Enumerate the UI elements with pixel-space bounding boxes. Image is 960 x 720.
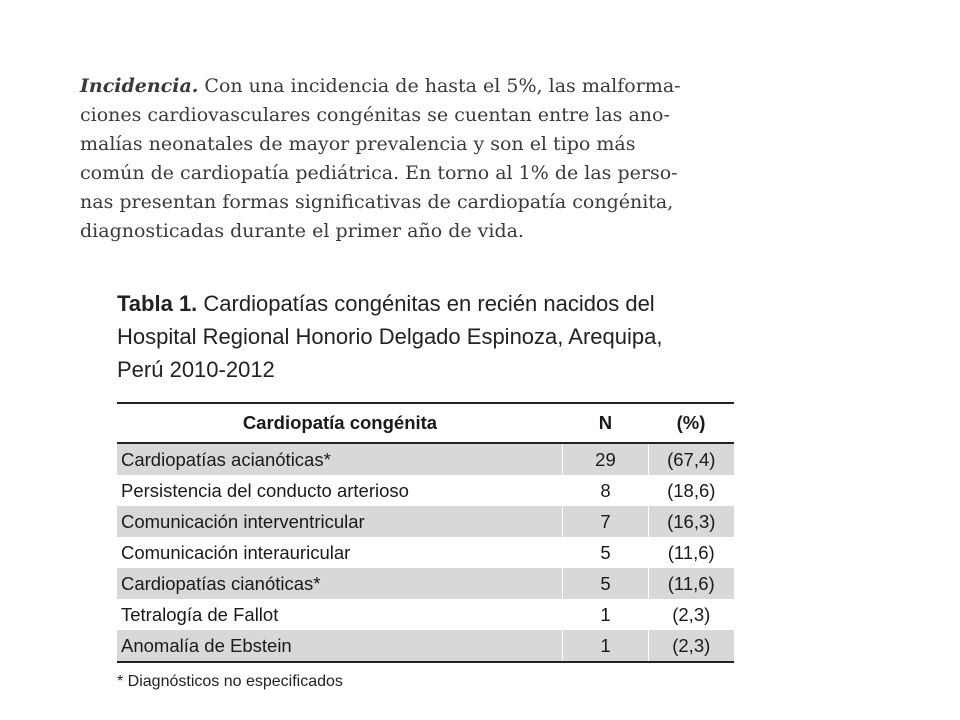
paragraph-line-3: malías neonatales de mayor prevalencia y son el tipo más [80,133,636,155]
caption-label: Tabla 1. [117,291,198,316]
table-row [117,475,734,506]
row-pct-cell: (11,6) [648,568,734,599]
table-row [117,506,734,537]
caption-line-2: Hospital Regional Honorio Delgado Espinoza, Arequipa, [117,324,663,349]
table-row [117,599,734,630]
row-name-cell: Cardiopatías cianóticas* [117,568,563,599]
row-n-cell: 1 [563,599,648,630]
row-n-cell: 7 [563,506,648,537]
row-n-cell: 5 [563,537,648,568]
row-pct-cell: (67,4) [648,443,734,475]
paragraph-line-text: Con una incidencia de hasta el 5%, las malforma- [198,75,681,97]
table-footnote: * Diagnósticos no especificados [117,673,343,690]
row-pct-cell: (11,6) [667,541,715,563]
row-name-cell: Cardiopatías acianóticas* [117,443,563,475]
row-name-cell: Tetralogía de Fallot [117,599,563,630]
caption-line-1 [117,287,747,320]
row-n-cell: 29 [563,443,648,475]
caption-line-3: Perú 2010-2012 [117,357,275,382]
table-body [117,443,734,662]
table-row [117,537,734,568]
row-pct-cell: (16,3) [648,506,734,537]
row-name-cell: Comunicación interauricular [117,537,563,568]
incidence-paragraph [80,72,748,246]
paragraph-line-6: diagnosticadas durante el primer año de vida. [80,220,524,242]
paragraph-term: Incidencia. [80,75,199,97]
header-n: N [563,403,648,443]
row-n-cell: 5 [563,568,648,599]
row-name-cell: Anomalía de Ebstein [117,630,563,662]
row-name-cell: Comunicación interventricular [117,506,563,537]
row-n-cell: 8 [563,475,648,506]
caption-line-text: Cardiopatías congénitas en recién nacidos del [197,291,655,316]
table-row [117,568,734,599]
table-header-row [117,403,734,443]
row-pct-cell: (2,3) [648,630,734,662]
row-name-cell: Persistencia del conducto arterioso [117,475,563,506]
paragraph-line-1 [80,72,748,101]
table-row [117,443,734,475]
table-caption [117,287,747,386]
header-pct: (%) [648,403,734,443]
paragraph-line-5: nas presentan formas significativas de cardiopatía congénita, [80,191,674,213]
cardiopathy-table [117,402,734,663]
table-row [117,630,734,662]
paragraph-line-4: común de cardiopatía pediátrica. En torno al 1% de las perso- [80,162,678,184]
row-pct-cell: (18,6) [667,479,716,501]
header-cardiopathy: Cardiopatía congénita [117,403,563,443]
row-n-cell: 1 [563,630,648,662]
paragraph-line-2: ciones cardiovasculares congénitas se cuentan entre las ano- [80,104,670,126]
row-pct-cell: (2,3) [672,603,711,625]
